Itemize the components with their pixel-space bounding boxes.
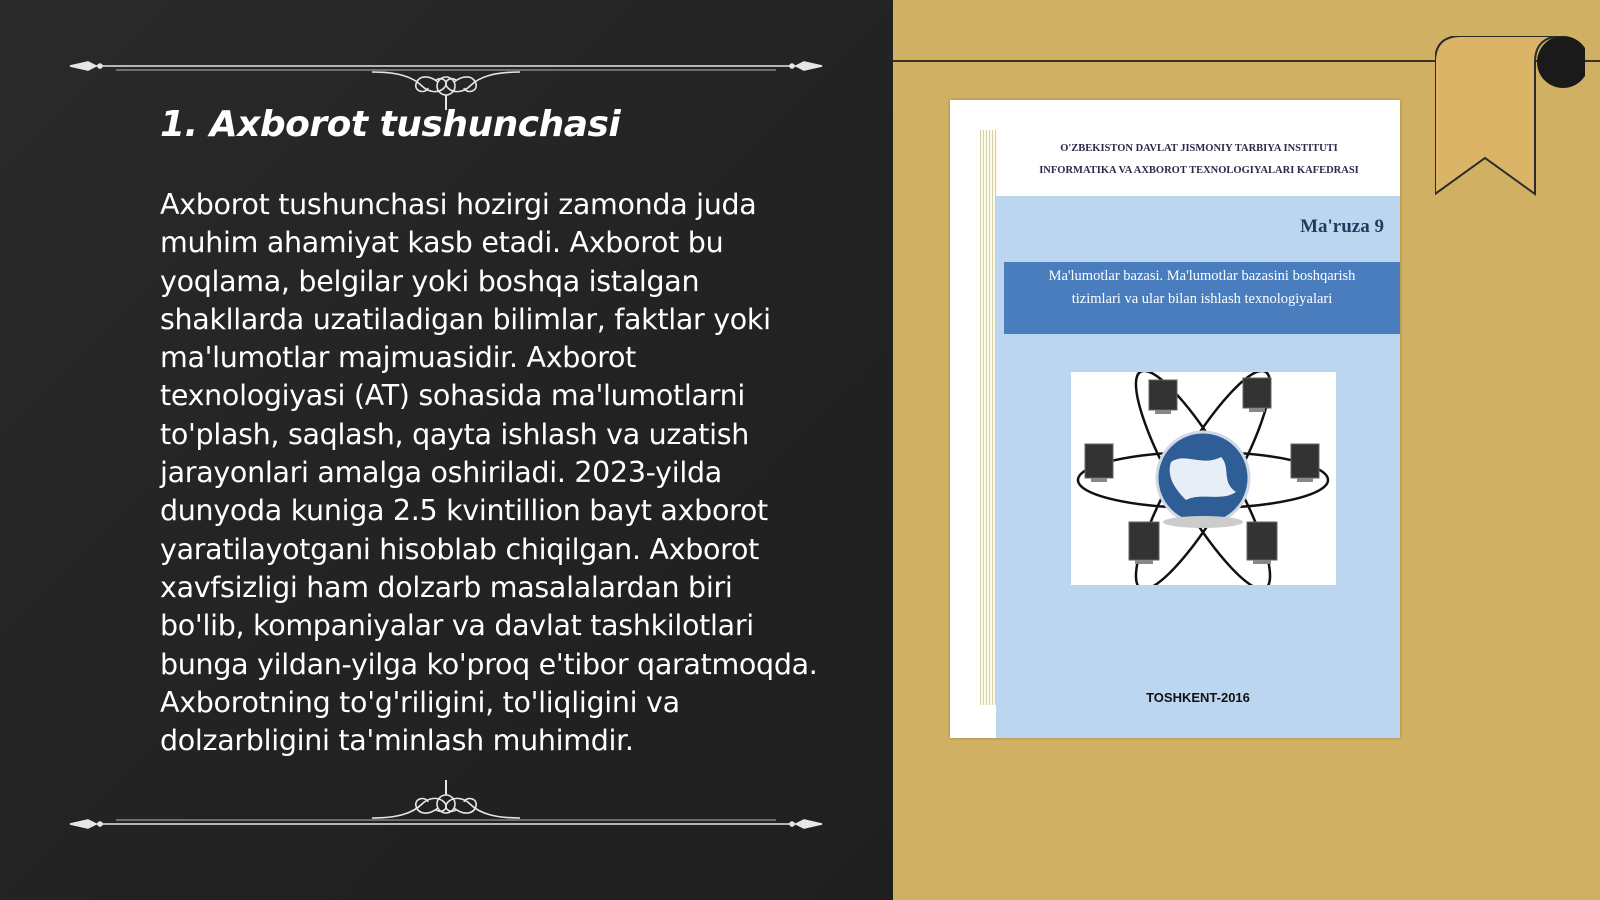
cover-header [998,138,1400,182]
cover-department: INFORMATIKA VA AXBOROT TEXNOLOGIYALARI KAFEDRASI [1039,165,1359,176]
globe-network-icon [1071,372,1336,585]
bottom-flourish-ornament [66,770,826,830]
cover-blue-area [996,196,1400,738]
bookmark-ribbon-icon [1435,36,1585,206]
top-flourish-ornament [66,52,826,112]
cover-topic-band: Ma'lumotlar bazasi. Ma'lumotlar bazasini boshqarish tizimlari va ular bilan ishlash texnologiyalari [1004,262,1400,334]
slide-body-text: Axborot tushunchasi hozirgi zamonda juda muhim ahamiyat kasb etadi. Axborot bu yoqlama, belgilar yoki boshqa istalgan shakllarda uzatiladigan bilimlar, faktlar yoki ma'lumotlar majmuasidir. Axborot texnologiyasi (AT) sohasida ma'lumotlarni to'plash, saqlash, qayta ishlash va uzatish jarayonlari amalga oshiriladi. 2023-yilda dunyoda kuniga 2.5 kvintillion bayt axborot yaratilayotgani hisoblab chiqilgan. Axborot xavfsizligi ham dolzarb masalalardan biri bo'lib, kompaniyalar va davlat tashkilotlari bunga yildan-yilga ko'proq e'tibor qaratmoqda. Axborotning to'g'riligini, to'liqligini va dolzarbligini ta'minlash muhimdir. [160,188,818,758]
book-cover-image [950,100,1400,738]
cover-lecture-number: Ma'ruza 9 [1300,216,1384,237]
cover-institute: O'ZBEKISTON DAVLAT JISMONIY TARBIYA INSTITUTI [1060,143,1338,154]
cover-footer: TOSHKENT-2016 [1146,690,1250,705]
slide-title: 1. Axborot tushunchasi [160,104,621,145]
